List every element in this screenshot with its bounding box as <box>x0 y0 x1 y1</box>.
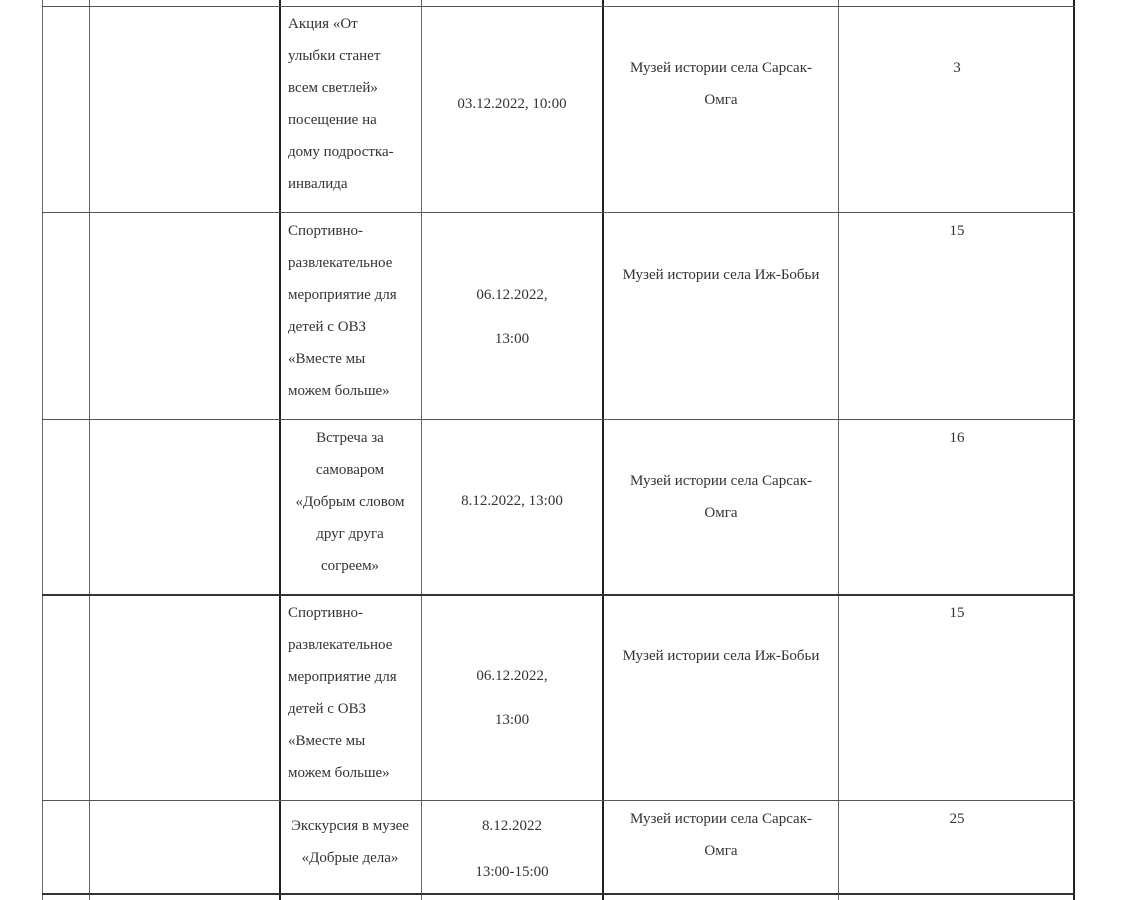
row-border <box>42 6 1075 7</box>
venue-cell: Музей истории села Иж-Бобьи <box>622 648 820 664</box>
count-cell: 3 <box>953 60 961 76</box>
venue-cell: Музей истории села Иж-Бобьи <box>622 267 820 283</box>
count-cell: 15 <box>949 605 965 621</box>
venue-cell: Музей истории села Сарсак- Омга <box>629 811 812 859</box>
date-cell: 8.12.2022 13:00-15:00 <box>475 818 549 880</box>
row-border <box>42 212 1075 213</box>
column-border <box>602 0 604 900</box>
row-border <box>42 800 1075 801</box>
column-border <box>1073 0 1075 900</box>
column-border <box>42 0 43 900</box>
venue-cell: Музей истории села Сарсак- Омга <box>629 60 812 108</box>
event-cell: Спортивно- развлекательное мероприятие для детей с ОВЗ «Вместе мы можем больше» <box>288 223 397 399</box>
count-cell: 16 <box>949 430 965 446</box>
row-border <box>42 419 1075 420</box>
count-cell: 25 <box>949 811 965 827</box>
column-border <box>421 0 422 900</box>
row-border <box>42 594 1075 596</box>
count-cell: 15 <box>949 223 965 239</box>
event-cell: Акция «От улыбки станет всем светлей» посещение на дому подростка- инвалида <box>288 16 394 192</box>
column-border <box>89 0 90 900</box>
column-border <box>279 0 281 900</box>
event-cell: Спортивно- развлекательное мероприятие для детей с ОВЗ «Вместе мы можем больше» <box>288 605 397 781</box>
date-cell: 8.12.2022, 13:00 <box>461 493 563 509</box>
event-cell: Встреча за самоваром «Добрым словом друг друга согреем» <box>295 430 405 574</box>
date-cell: 06.12.2022, 13:00 <box>476 668 548 728</box>
date-cell: 06.12.2022, 13:00 <box>476 287 548 347</box>
event-cell: Экскурсия в музее «Добрые дела» <box>291 818 409 866</box>
column-border <box>838 0 839 900</box>
venue-cell: Музей истории села Сарсак- Омга <box>629 473 812 521</box>
date-cell: 03.12.2022, 10:00 <box>457 96 567 112</box>
